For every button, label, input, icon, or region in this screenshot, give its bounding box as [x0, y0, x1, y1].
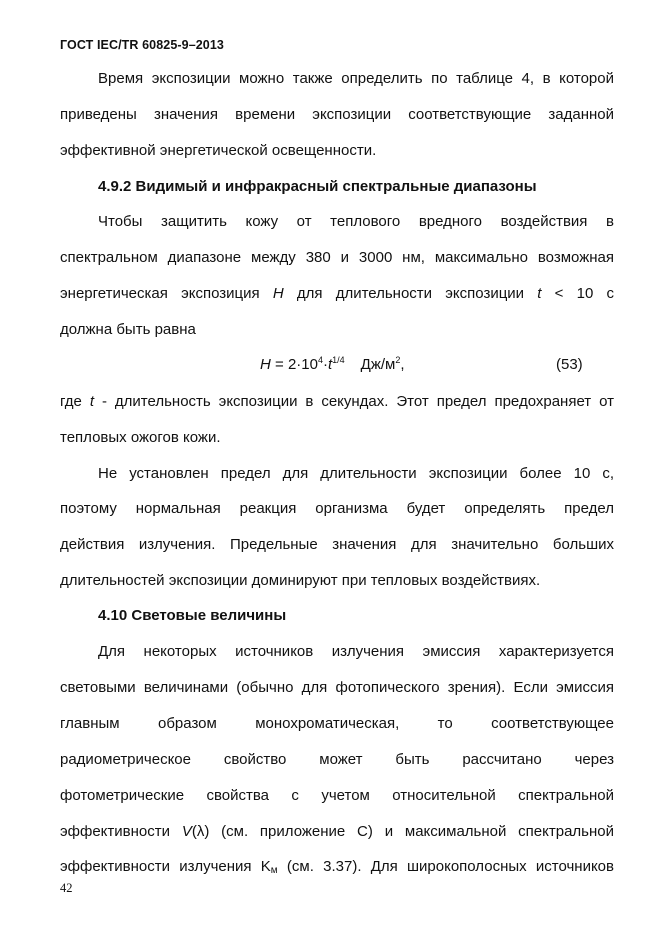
section-heading: 4.9.2 Видимый и инфракрасный спектральные диапазоны	[98, 178, 537, 195]
text-run: где	[60, 393, 82, 410]
formula-coefficient: = 2·10	[270, 356, 318, 373]
paragraph-line: Не установлен предел для длительности экспозиции более 10 с,	[98, 465, 614, 482]
text-run: эффективности	[60, 823, 171, 840]
paragraph-line: фотометрические свойства с учетом относительной спектральной	[60, 787, 614, 804]
formula-unit: Дж/м	[360, 356, 396, 373]
paragraph-line: Для некоторых источников излучения эмиссия характеризуется	[98, 643, 614, 660]
paragraph-line: длительностей экспозиции доминируют при тепловых воздействиях.	[60, 572, 541, 589]
paragraph-line: радиометрическое свойство может быть рассчитано через	[60, 751, 614, 768]
section-heading: 4.10 Световые величины	[98, 607, 287, 624]
formula-exponent: 4	[317, 355, 323, 365]
text-run	[60, 858, 278, 875]
paragraph-line: Время экспозиции можно также определить по таблице 4, в которой	[98, 70, 614, 87]
paragraph-line: спектральном диапазоне между 380 и 3000 нм, максимально возможная	[60, 249, 614, 266]
paragraph-line	[60, 393, 614, 411]
paragraph-line	[60, 823, 614, 841]
variable-t: t	[537, 285, 542, 302]
paragraph-line	[60, 285, 614, 303]
paragraph-line	[60, 858, 614, 876]
formula-comma: ,	[400, 356, 405, 373]
paragraph-line: главным образом монохроматическая, то соответствующее	[60, 715, 614, 732]
equation-number: (53)	[556, 356, 583, 373]
paragraph-line: эффективной энергетической освещенности.	[60, 142, 377, 159]
paragraph-line: приведены значения времени экспозиции соответствующие заданной	[60, 106, 614, 123]
subscript: м	[270, 865, 278, 876]
text-run: - длительность экспозиции в секундах. Этот предел предохраняет от	[101, 393, 614, 410]
text-run: (λ) (см. приложение С) и максимальной спектральной	[191, 823, 614, 840]
text-run: энергетическая экспозиция	[60, 285, 260, 302]
text-run: для длительности экспозиции	[296, 285, 525, 302]
formula-variable-t: t	[327, 356, 333, 373]
document-header: ГОСТ IEC/TR 60825-9–2013	[60, 38, 224, 52]
paragraph-line: Чтобы защитить кожу от теплового вредного воздействия в	[98, 213, 614, 230]
variable-h: H	[272, 285, 284, 302]
formula	[260, 356, 405, 373]
paragraph-line: тепловых ожогов кожи.	[60, 429, 221, 446]
text-run: < 10 с	[554, 285, 614, 302]
paragraph-line: действия излучения. Предельные значения для значительно больших	[60, 536, 614, 553]
paragraph-line: поэтому нормальная реакция организма будет определять предел	[60, 500, 614, 517]
formula-exponent: 1/4	[332, 355, 345, 365]
formula-unit-exponent: 2	[395, 355, 401, 365]
formula-dot: ·	[322, 356, 328, 373]
paragraph-line: должна быть равна	[60, 321, 196, 338]
text-run: эффективности излучения K	[60, 858, 271, 875]
text-run: (см. 3.37). Для широкополосных источников	[286, 858, 614, 875]
variable-t: t	[89, 393, 95, 410]
page-number: 42	[60, 881, 73, 895]
variable-v: V	[181, 823, 192, 840]
formula-lhs: H	[260, 356, 271, 373]
paragraph-line: световыми величинами (обычно для фотопического зрения). Если эмиссия	[60, 679, 614, 696]
